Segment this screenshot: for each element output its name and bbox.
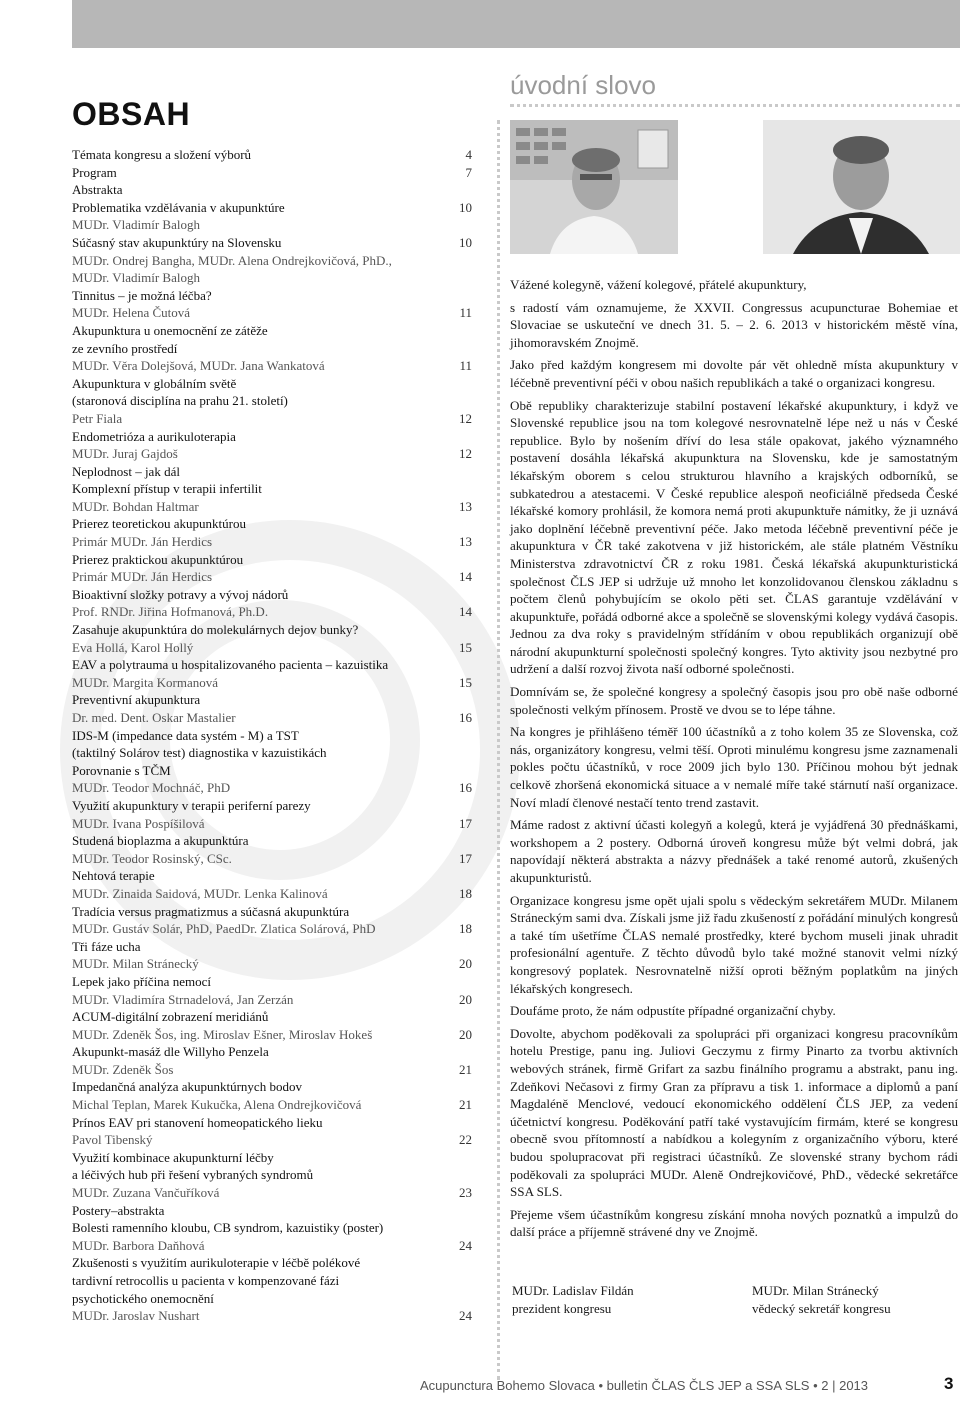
toc-entry-text: Tinnitus – je možná léčba?: [72, 287, 212, 303]
toc-entry-title: [72, 1008, 472, 1026]
toc-entry-text: Impedančná analýza akupunktúrnych bodov: [72, 1079, 302, 1095]
toc-entry-text: psychotického onemocnění: [72, 1290, 214, 1306]
toc-entry-text: (taktilný Solárov test) diagnostika v kazuistikách: [72, 745, 327, 761]
toc-entry-text: MUDr. Jaroslav Nushart: [72, 1308, 200, 1324]
toc-entry-author: [72, 815, 472, 833]
toc-entry-text: Prínos EAV pri stanovení homeopatického lieku: [72, 1114, 323, 1130]
signature-role: vědecký sekretář kongresu: [752, 1301, 891, 1316]
toc-entry-title: [72, 1043, 472, 1061]
toc-entry-text: MUDr. Vladimír Balogh: [72, 270, 200, 286]
toc-page-number: 16: [459, 710, 472, 725]
toc-entry-text: Eva Hollá, Karol Hollý: [72, 639, 194, 655]
toc-entry-title: [72, 1219, 472, 1237]
toc-entry-text: MUDr. Juraj Gajdoš: [72, 446, 178, 462]
toc-entry-text: Prierez teoretickou akupunktúrou: [72, 516, 246, 532]
letter-paragraph: Přejeme všem účastníkům kongresu získání mnoha nových poznatků a impulzů do další práce a příjemně strávené dny ve Znojmě.: [510, 1206, 958, 1240]
toc-page-number: 12: [459, 446, 472, 462]
toc-entry-author: [72, 445, 472, 463]
toc-entry-title: [72, 832, 472, 850]
toc-entry-title: [72, 1149, 472, 1167]
toc-page-number: 11: [459, 358, 472, 374]
toc-entry-text: Petr Fiala: [72, 410, 123, 426]
toc-entry-text: Porovnanie s TČM: [72, 762, 171, 778]
toc-entry-title: [72, 621, 472, 639]
toc-entry-text: Tři fáze ucha: [72, 938, 141, 954]
toc-page-number: 21: [459, 1097, 472, 1113]
letter-paragraph: Vážené kolegyně, vážení kolegové, přátelé akupunktury,: [510, 277, 807, 292]
toc-entry-title: [72, 181, 472, 199]
toc-entry-text: Lepek jako příčina nemocí: [72, 973, 211, 989]
toc-entry-author: [72, 779, 472, 797]
toc-entry-text: MUDr. Zdeněk Šos: [72, 1061, 174, 1077]
toc-entry-title: [72, 1114, 472, 1132]
toc-title: OBSAH: [72, 96, 191, 132]
toc-entry-author: [72, 533, 472, 551]
toc-entry-title: [72, 762, 472, 780]
toc-entry-author: [72, 1307, 472, 1325]
toc-page-number: 21: [459, 1061, 472, 1077]
toc-entry-text: Nehtová terapie: [72, 868, 155, 884]
toc-entry-author: [72, 498, 472, 516]
toc-entry-title: [72, 1290, 472, 1308]
toc-entry-author: [72, 920, 472, 938]
toc-entry-title: [72, 199, 472, 217]
toc-entry-text: Akupunkt-masáž dle Willyho Penzela: [72, 1044, 269, 1060]
toc-entry-title: [72, 234, 472, 252]
toc-entry-author: [72, 955, 472, 973]
toc-entry-text: (staronová disciplína na prahu 21. století): [72, 393, 288, 409]
toc-entry-title: [72, 551, 472, 569]
toc-entry-author: [72, 304, 472, 322]
toc-entry-title: [72, 938, 472, 956]
toc-entry-text: MUDr. Zdeněk Šos, ing. Miroslav Ešner, Miroslav Hokeš: [72, 1026, 373, 1042]
toc-entry-text: Využití kombinace akupunkturní léčby: [72, 1149, 274, 1165]
toc-entry-author: [72, 674, 472, 692]
toc-entry-text: MUDr. Barbora Daňhová: [72, 1237, 205, 1253]
toc-entry-author: [72, 1184, 472, 1202]
toc-page-number: 7: [465, 164, 472, 180]
toc-entry-text: Preventivní akupunktura: [72, 692, 201, 708]
toc-entry-author: [72, 639, 472, 657]
toc-entry-text: Využití akupunktury v terapii periferní parezy: [72, 797, 311, 813]
signature-president: [512, 1282, 634, 1318]
letter-paragraph: Na kongres je přihlášeno téměř 100 účastníků a z toho kolem 35 ze Slovenska, což nás, organizátory kongresu, velmi těší. Oproti minulému kongresu jsme zaznamenali pokles počtu účastníků, v roce 2009 jich bylo 130. Příčinou mohou být jednak celkově zhoršená ekonomická situace a v nemalé míře také stárnutí naší organizace. Noví mladí členové nestačí tento trend zastavit.: [510, 724, 958, 810]
toc-page-number: 10: [459, 199, 472, 215]
signature-secretary: [752, 1282, 891, 1318]
toc-entry-author: [72, 357, 472, 375]
toc-entry-text: MUDr. Gustáv Solár, PhD, PaedDr. Zlatica Solárová, PhD: [72, 921, 376, 937]
toc-entry-text: Dr. med. Dent. Oskar Mastalier: [72, 710, 236, 725]
toc-entry-text: Súčasný stav akupunktúry na Slovensku: [72, 234, 282, 250]
toc-entry-text: MUDr. Helena Čutová: [72, 305, 191, 321]
toc-entry-author: [72, 410, 472, 428]
toc-page-number: 23: [459, 1185, 472, 1201]
toc-entry-text: Prierez praktickou akupunktúrou: [72, 551, 244, 567]
toc-entry-author: [72, 1131, 472, 1149]
toc-page-number: 20: [459, 1026, 472, 1042]
toc-entry-text: MUDr. Bohdan Haltmar: [72, 498, 199, 514]
letter-paragraph: Domnívám se, že společné kongresy a společný časopis jsou pro obě naše odborné společnosti velkým přínosem. Prostě ve dvou se to lépe táhne.: [510, 684, 958, 717]
toc-entry-title: [72, 515, 472, 533]
toc-page-number: 13: [459, 498, 472, 514]
signature-name: MUDr. Ladislav Fildán: [512, 1283, 634, 1298]
toc-entry-text: Komplexní přístup v terapii infertilit: [72, 481, 262, 497]
toc-page-number: 22: [459, 1132, 472, 1148]
toc-entry-text: MUDr. Ivana Pospíšilová: [72, 815, 205, 831]
header-bar: [72, 0, 960, 48]
toc-entry-title: [72, 164, 472, 182]
toc-entry-text: Michal Teplan, Marek Kukučka, Alena Ondrejkovičová: [72, 1097, 362, 1113]
toc-entry-author: [72, 1096, 472, 1114]
toc-entry-text: MUDr. Milan Stránecký: [72, 956, 199, 972]
toc-entry-author: [72, 1026, 472, 1044]
toc-entry-text: Bioaktivní složky potravy a vývoj nádorů: [72, 586, 289, 602]
toc-entry-text: ze zevního prostředí: [72, 340, 178, 356]
section-divider: [510, 104, 960, 107]
toc-entry-text: Prof. RNDr. Jiřina Hofmanová, Ph.D.: [72, 604, 269, 620]
toc-entry-author: [72, 252, 472, 270]
toc-entry-text: MUDr. Ondrej Bangha, MUDr. Alena Ondrejkovičová, PhD.,: [72, 252, 392, 268]
toc-entry-text: MUDr. Zuzana Vančuříková: [72, 1185, 220, 1201]
toc-page-number: 13: [459, 534, 472, 550]
toc-entry-title: [72, 1272, 472, 1290]
toc-entry-text: Pavol Tibenský: [72, 1132, 153, 1148]
toc-entry-title: [72, 322, 472, 340]
toc-entry-text: a léčivých hub při řešení vybraných syndromů: [72, 1167, 314, 1183]
toc-entry-text: Abstrakta: [72, 182, 123, 198]
toc-entry-author: [72, 216, 472, 234]
toc-entry-text: IDS-M (impedance data systém - M) a TST: [72, 727, 299, 743]
toc-entry-author: [72, 269, 472, 287]
toc-page-number: 11: [459, 305, 472, 321]
toc-entry-text: Endometrióza a aurikuloterapia: [72, 428, 236, 444]
letter-paragraph: Dovolte, abychom poděkovali za spolupráci při organizaci kongresu pracovníkům hotelu Prestige, panu ing. Juliovi Geczymu z firmy Pinarto za tvorbu aktivních webových stránek, firmě Grifart za sazbu finálního programu a abstrakt, panu ing. Zdeňkovi Nečasovi z firmy Gran za přípravu a tisk 1. informace a diplomů a paní Magdaléně Menclové, vedoucí ekonomického oddělení ČLS JEP, za vedení účetnictví kongresu. Poděkování patří také vystavujícím firmám, které se kongresu obecně svou přítomností a nabídkou a kolegyním z organizačního výboru, které budou spolupracovat při registraci účastníků. Ze slovenské strany bychom rádi poděkovali za spolupráci MUDr. Aleně Ondrejkovičové, PhD., vědecké sekretářce SSA SLS.: [510, 1025, 958, 1200]
toc-entry-title: [72, 656, 472, 674]
toc-page-number: 15: [459, 639, 472, 655]
toc-entry-author: [72, 850, 472, 868]
toc-entry-text: MUDr. Margita Kormanová: [72, 674, 218, 690]
letter-paragraph: Doufáme proto, že nám odpustíte případné organizační chyby.: [510, 1003, 836, 1019]
toc-entry-title: [72, 691, 472, 709]
letter-paragraph: Obě republiky charakterizuje stabilní postavení lékařské akupunktury, i když ve Slovenské republice jsou na tom kolegové nesrovnatelně lépe než u nás v České republice. Bylo by nošením dříví do lesa stále opakovat, jakého významného postavení dosáhla lékařská akupunktura na Slovensku, kde je samostatným lékařským oborem s celou strukturou hlavního a krajských odborníků, se subkatedrou a atestacemi. V České republice alespoň neoficiálně předseda České lékařské komory prohlásil, že komora nemá proti akupunktuře námitky, že ji uznává jako doplnění léčebně preventivní péče. Jako metoda léčebně preventivní péče je akupunktura v ČR také zakotvena v již historickém, ale stále platném Věstníku Ministerstva zdravotnictví ČR z roku 1981. Česká lékařská akupunkturistická společnost ČLS JEP si udržuje už mnoho let konzolidovanou členskou základnu s počtem členů pohybujícím se okolo pěti set. ČLAS garantuje vzdělávání v akupunktuře, pořádá odborné akce a společně se slovenskými kolegy vydává časopis. Jednou za dva roky s pravidelným střídáním v obou republikách organizují obě národní akupunkturní společnosti společný kongres. Tyto aktivity jsou nezbytné pro udržení a další rozvoj života naší odborné společnosti.: [510, 397, 958, 677]
toc-entry-author: [72, 1237, 472, 1255]
toc-entry-text: Problematika vzdělávania v akupunktúre: [72, 199, 285, 215]
toc-entry-author: [72, 568, 472, 586]
toc-page-number: 4: [465, 147, 472, 162]
portrait-photo-president: [510, 120, 678, 254]
table-of-contents: [72, 146, 472, 1325]
toc-page-number: 20: [459, 956, 472, 972]
toc-entry-title: [72, 1254, 472, 1272]
toc-entry-title: [72, 463, 472, 481]
toc-entry-text: Témata kongresu a složení výborů: [72, 147, 252, 162]
toc-entry-text: Primár MUDr. Ján Herdics: [72, 569, 213, 585]
toc-entry-title: [72, 1078, 472, 1096]
toc-entry-author: [72, 709, 472, 727]
toc-entry-title: [72, 867, 472, 885]
toc-page-number: 24: [459, 1237, 472, 1253]
signature-role: prezident kongresu: [512, 1301, 612, 1316]
toc-entry-text: Zasahuje akupunktúra do molekulárnych dejov bunky?: [72, 622, 359, 638]
toc-entry-title: [72, 744, 472, 762]
toc-page-number: 14: [459, 604, 472, 620]
toc-entry-title: [72, 340, 472, 358]
toc-entry-text: EAV a polytrauma u hospitalizovaného pacienta – kazuistika: [72, 657, 389, 673]
toc-entry-text: Bolesti ramenního kloubu, CB syndrom, kazuistiky (poster): [72, 1220, 384, 1236]
toc-entry-title: [72, 480, 472, 498]
toc-entry-text: Neplodnost – jak dál: [72, 463, 180, 479]
toc-page-number: 15: [459, 674, 472, 690]
toc-page-number: 18: [459, 885, 472, 901]
toc-entry-text: MUDr. Zinaida Saidová, MUDr. Lenka Kalinová: [72, 885, 328, 901]
toc-entry-text: Program: [72, 164, 117, 180]
toc-page-number: 20: [459, 991, 472, 1007]
toc-entry-title: [72, 903, 472, 921]
toc-entry-title: [72, 797, 472, 815]
toc-entry-title: [72, 428, 472, 446]
toc-entry-text: MUDr. Věra Dolejšová, MUDr. Jana Wankatová: [72, 358, 325, 374]
toc-entry-text: Akupunktura u onemocnění ze zátěže: [72, 322, 268, 338]
toc-entry-text: Postery–abstrakta: [72, 1202, 165, 1218]
toc-entry-author: [72, 991, 472, 1009]
toc-entry-text: MUDr. Vladimír Balogh: [72, 217, 200, 233]
intro-letter: [510, 276, 958, 1246]
toc-entry-text: Akupunktura v globálním světě: [72, 375, 237, 391]
toc-entry-text: Studená bioplazma a akupunktúra: [72, 833, 249, 849]
toc-entry-title: [72, 287, 472, 305]
toc-entry-title: [72, 586, 472, 604]
letter-paragraph: Máme radost z aktivní účasti kolegyň a kolegů, která je vyjádřená 30 přednáškami, workshopem a 2 postery. Odborná úroveň kongresu může být velmi dobrá, jak napovídají některá abstrakta a názvy přednášek a také renomé autorů, zkušených akupunkturistů.: [510, 817, 958, 885]
toc-page-number: 10: [459, 234, 472, 250]
toc-entry-text: ACUM-digitální zobrazení meridiánů: [72, 1009, 269, 1025]
toc-entry-title: [72, 146, 472, 164]
letter-paragraph: Organizace kongresu jsme opět ujali spolu s vědeckým sekretářem MUDr. Milanem Stráneckým sami dva. Získali jsme již řadu zkušeností z pořádání minulých kongresů a také tím ušetříme ČLAS nemalé prostředky, které bychom museli jinak uhradit profesionální agentuře. Z těchto důvodů bylo také možné stanovit velmi nízký kongresový poplatek. Nesrovnatelně nižší oproti běžným poplatkům na jiných lékařských kongresech.: [510, 892, 958, 996]
letter-paragraph: Jako před každým kongresem mi dovolte pár vět ohledně místa akupunktury v léčebně preventivní péči v obou našich republikách a také o organizaci kongresu.: [510, 357, 958, 390]
toc-entry-text: Primár MUDr. Ján Herdics: [72, 534, 213, 550]
toc-entry-text: MUDr. Teodor Rosinský, CSc.: [72, 850, 232, 866]
toc-page-number: 18: [459, 921, 472, 937]
toc-entry-title: [72, 973, 472, 991]
letter-paragraph: s radostí vám oznamujeme, že XXVII. Congressus acupuncturae Bohemiae et Slovaciae se uskuteční ve dnech 31. 5. – 2. 6. 2013 v historickém městě vína, jihomoravském Znojmě.: [510, 299, 958, 350]
toc-page-number: 14: [459, 569, 472, 585]
toc-entry-text: Tradícia versus pragmatizmus a súčasná akupunktúra: [72, 903, 350, 919]
toc-entry-title: [72, 375, 472, 393]
toc-entry-author: [72, 603, 472, 621]
section-title: úvodní slovo: [510, 70, 656, 100]
toc-page-number: 16: [459, 780, 472, 796]
toc-page-number: 24: [459, 1308, 472, 1324]
toc-entry-text: Zkušenosti s využitím aurikuloterapie v léčbě polékové: [72, 1255, 361, 1271]
toc-entry-text: tardivní retrocollis u pacienta v kompenzované fázi: [72, 1273, 340, 1288]
footer-journal-info: Acupunctura Bohemo Slovaca • bulletin ČLAS ČLS JEP a SSA SLS • 2 | 2013: [420, 1378, 869, 1393]
page-number: 3: [944, 1374, 954, 1393]
portrait-photo-secretary: [763, 120, 960, 254]
signature-name: MUDr. Milan Stránecký: [752, 1283, 879, 1298]
toc-entry-title: [72, 727, 472, 745]
toc-entry-author: [72, 885, 472, 903]
column-divider: [497, 120, 500, 1380]
toc-entry-text: MUDr. Vladimíra Strnadelová, Jan Zerzán: [72, 991, 294, 1007]
toc-page-number: 17: [459, 815, 472, 831]
toc-entry-title: [72, 1166, 472, 1184]
toc-page-number: 17: [459, 850, 472, 866]
toc-page-number: 12: [459, 410, 472, 426]
toc-entry-author: [72, 1061, 472, 1079]
toc-entry-text: MUDr. Teodor Mochnáč, PhD: [72, 780, 231, 796]
toc-entry-title: [72, 1202, 472, 1220]
toc-entry-title: [72, 392, 472, 410]
